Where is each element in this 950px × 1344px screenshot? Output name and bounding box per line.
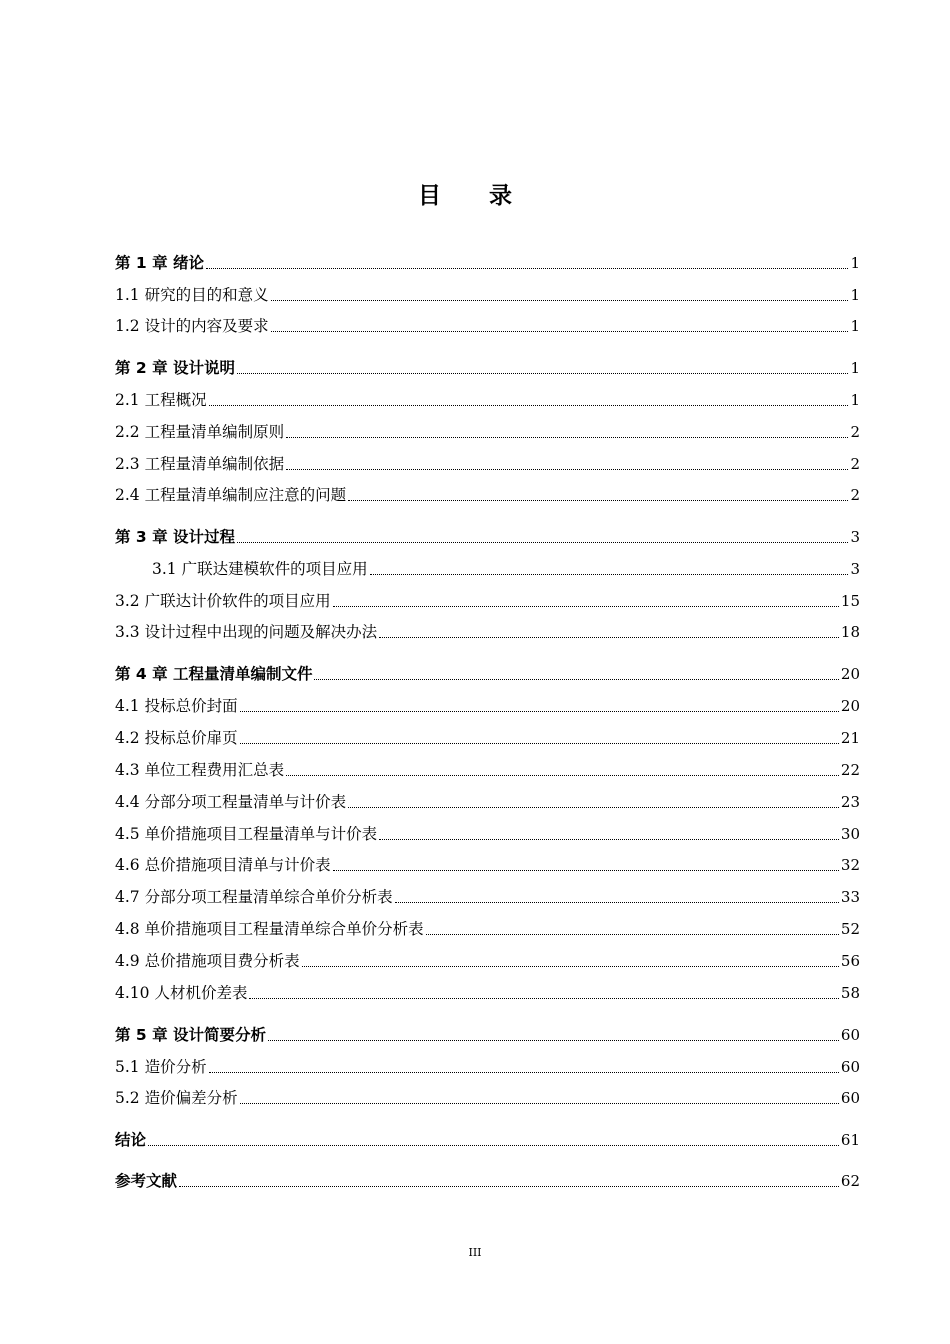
toc-entry-label: 4.8 单价措施项目工程量清单综合单价分析表	[115, 920, 424, 938]
toc-entry-4-8[interactable]	[115, 915, 860, 939]
toc-entry-4-7[interactable]	[115, 883, 860, 907]
dot-leader	[426, 934, 839, 935]
page-number-footer: III	[468, 1246, 482, 1259]
toc-entry-page: 15	[840, 592, 860, 610]
toc-entry-5-1[interactable]	[115, 1053, 860, 1077]
toc-entry-4-6[interactable]	[115, 851, 860, 875]
toc-entry-2-3[interactable]	[115, 450, 860, 474]
toc-entry-label: 第 2 章 设计说明	[115, 359, 235, 377]
toc-entry-page: 62	[840, 1172, 860, 1190]
toc-entry-4-10[interactable]	[115, 979, 860, 1003]
toc-entry-page: 18	[840, 623, 860, 641]
toc-entry-label: 3.2 广联达计价软件的项目应用	[115, 592, 331, 610]
toc-entry-page: 1	[850, 286, 860, 304]
dot-leader	[237, 373, 848, 374]
dot-leader	[240, 1103, 839, 1104]
toc-entry-page: 58	[840, 984, 860, 1002]
toc-entry-page: 3	[850, 528, 860, 546]
toc-entry-page: 23	[840, 793, 860, 811]
toc-entry-page: 21	[840, 729, 860, 747]
toc-entry-3-2[interactable]	[115, 587, 860, 611]
toc-entry-page: 2	[850, 486, 860, 504]
toc-entry-page: 2	[850, 423, 860, 441]
toc-entry-4-1[interactable]	[115, 692, 860, 716]
toc-entry-chapter-5[interactable]	[115, 1021, 860, 1045]
toc-entry-2-2[interactable]	[115, 418, 860, 442]
toc-entry-label: 4.3 单位工程费用汇总表	[115, 761, 285, 779]
dot-leader	[268, 1040, 839, 1041]
dot-leader	[286, 775, 839, 776]
dot-leader	[379, 637, 839, 638]
toc-entry-page: 3	[850, 560, 860, 578]
toc-entry-label: 2.1 工程概况	[115, 391, 207, 409]
toc-entry-label: 4.5 单价措施项目工程量清单与计价表	[115, 825, 378, 843]
toc-entry-references[interactable]	[115, 1167, 860, 1191]
toc-entry-label: 4.10 人材机价差表	[115, 984, 248, 1002]
toc-entry-label: 4.9 总价措施项目费分析表	[115, 952, 300, 970]
toc-entry-label: 2.4 工程量清单编制应注意的问题	[115, 486, 347, 504]
dot-leader	[271, 300, 849, 301]
toc-entry-chapter-3[interactable]	[115, 523, 860, 547]
toc-entry-page: 33	[840, 888, 860, 906]
dot-leader	[370, 574, 849, 575]
toc-entry-3-3[interactable]	[115, 618, 860, 642]
toc-entry-label: 2.3 工程量清单编制依据	[115, 455, 285, 473]
toc-entry-label: 3.1 广联达建模软件的项目应用	[152, 560, 368, 578]
toc-entry-4-2[interactable]	[115, 724, 860, 748]
toc-entry-label: 4.7 分部分项工程量清单综合单价分析表	[115, 888, 393, 906]
toc-entry-page: 52	[840, 920, 860, 938]
dot-leader	[348, 807, 839, 808]
dot-leader	[333, 870, 839, 871]
dot-leader	[209, 405, 849, 406]
toc-entry-label: 5.1 造价分析	[115, 1058, 207, 1076]
toc-entry-label: 4.1 投标总价封面	[115, 697, 238, 715]
dot-leader	[209, 1072, 839, 1073]
toc-entry-page: 60	[840, 1026, 860, 1044]
table-of-contents	[115, 0, 860, 1200]
dot-leader	[395, 902, 839, 903]
toc-entry-page: 1	[850, 359, 860, 377]
toc-entry-chapter-4[interactable]	[115, 660, 860, 684]
toc-entry-4-9[interactable]	[115, 947, 860, 971]
dot-leader	[302, 966, 839, 967]
dot-leader	[333, 606, 839, 607]
toc-entry-4-3[interactable]	[115, 756, 860, 780]
toc-entry-page: 22	[840, 761, 860, 779]
toc-entry-label: 3.3 设计过程中出现的问题及解决办法	[115, 623, 378, 641]
toc-entry-page: 1	[850, 317, 860, 335]
dot-leader	[240, 711, 839, 712]
toc-entry-page: 1	[850, 254, 860, 272]
toc-entry-label: 第 1 章 绪论	[115, 254, 204, 272]
toc-entry-label: 1.1 研究的目的和意义	[115, 286, 269, 304]
dot-leader	[206, 268, 848, 269]
toc-entry-1-2[interactable]	[115, 312, 860, 336]
dot-leader	[379, 839, 839, 840]
toc-entry-page: 32	[840, 856, 860, 874]
dot-leader	[271, 331, 849, 332]
dot-leader	[314, 679, 838, 680]
toc-entry-page: 30	[840, 825, 860, 843]
toc-entry-page: 2	[850, 455, 860, 473]
toc-entry-2-4[interactable]	[115, 481, 860, 505]
dot-leader	[348, 500, 848, 501]
toc-entry-label: 第 3 章 设计过程	[115, 528, 235, 546]
toc-entry-page: 60	[840, 1089, 860, 1107]
dot-leader	[249, 998, 838, 999]
toc-entry-label: 5.2 造价偏差分析	[115, 1089, 238, 1107]
toc-entry-4-4[interactable]	[115, 788, 860, 812]
toc-entry-label: 2.2 工程量清单编制原则	[115, 423, 285, 441]
toc-entry-label: 1.2 设计的内容及要求	[115, 317, 269, 335]
dot-leader	[240, 743, 839, 744]
toc-entry-page: 20	[840, 697, 860, 715]
toc-entry-1-1[interactable]	[115, 281, 860, 305]
page-title: 目 录	[417, 183, 532, 209]
dot-leader	[179, 1186, 839, 1187]
toc-entry-label: 参考文献	[115, 1172, 178, 1190]
toc-entry-page: 56	[840, 952, 860, 970]
toc-entry-page: 60	[840, 1058, 860, 1076]
toc-entry-label: 第 5 章 设计简要分析	[115, 1026, 266, 1044]
toc-entry-label: 4.6 总价措施项目清单与计价表	[115, 856, 331, 874]
toc-entry-conclusion[interactable]	[115, 1126, 860, 1150]
toc-entry-page: 1	[850, 391, 860, 409]
dot-leader	[148, 1145, 839, 1146]
toc-entry-chapter-2[interactable]	[115, 354, 860, 378]
toc-entry-3-1[interactable]	[152, 555, 860, 579]
toc-entry-chapter-1[interactable]	[115, 249, 860, 273]
toc-entry-page: 61	[840, 1131, 860, 1149]
toc-entry-4-5[interactable]	[115, 820, 860, 844]
toc-entry-5-2[interactable]	[115, 1084, 860, 1108]
toc-entry-label: 4.4 分部分项工程量清单与计价表	[115, 793, 347, 811]
toc-entry-2-1[interactable]	[115, 386, 860, 410]
toc-entry-label: 结论	[115, 1131, 147, 1149]
dot-leader	[286, 469, 848, 470]
dot-leader	[286, 437, 848, 438]
toc-entry-page: 20	[840, 665, 860, 683]
toc-entry-label: 4.2 投标总价扉页	[115, 729, 238, 747]
toc-entry-label: 第 4 章 工程量清单编制文件	[115, 665, 313, 683]
dot-leader	[237, 542, 848, 543]
